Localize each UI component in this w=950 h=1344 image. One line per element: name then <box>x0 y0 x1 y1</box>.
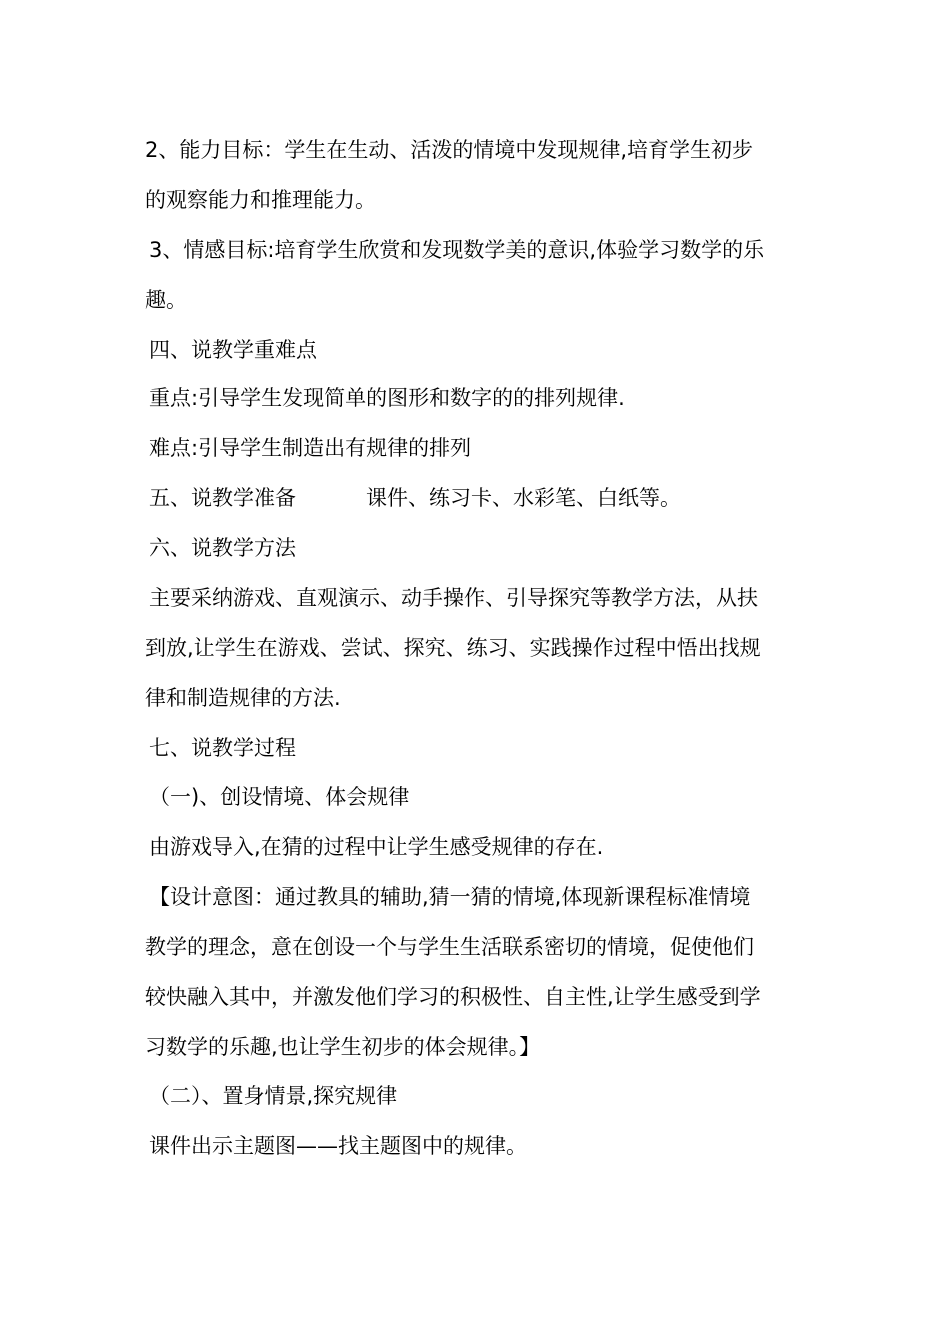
text-line: 重点:引导学生发现简单的图形和数字的的排列规律. <box>149 386 625 410</box>
text-line: 到放,让学生在游戏、尝试、探究、练习、实践操作过程中悟出找规 <box>145 636 761 660</box>
text-line: 较快融入其中，并激发他们学习的积极性、自主性,让学生感受到学 <box>145 985 761 1009</box>
text-line: 【设计意图：通过教具的辅助,猜一猜的情境,体现新课程标准情境 <box>149 885 751 909</box>
section-heading: 五、说教学准备 <box>149 486 296 510</box>
text-line: 习数学的乐趣,也让学生初步的体会规律。】 <box>145 1035 541 1059</box>
text-line: 的观察能力和推理能力。 <box>145 188 376 212</box>
text-line: 3、情感目标:培育学生欣赏和发现数学美的意识,体验学习数学的乐 <box>149 238 765 262</box>
text-line: 律和制造规律的方法. <box>145 686 341 710</box>
text-line: 教学的理念，意在创设一个与学生生活联系密切的情境，促使他们 <box>145 935 754 959</box>
subsection-heading: （一)、创设情境、体会规律 <box>149 785 410 809</box>
subsection-heading: （二）、置身情景,探究规律 <box>149 1084 398 1108</box>
text-line: 趣。 <box>145 288 187 312</box>
section-heading: 七、说教学过程 <box>149 736 296 760</box>
text-line: 2、能力目标：学生在生动、活泼的情境中发现规律,培育学生初步 <box>145 138 754 162</box>
text-line: 难点:引导学生制造出有规律的排列 <box>149 436 472 460</box>
text-line: 主要采纳游戏、直观演示、动手操作、引导探究等教学方法，从扶 <box>149 586 758 610</box>
materials-list: 课件、练习卡、水彩笔、白纸等。 <box>366 486 681 510</box>
section-heading-with-items <box>149 483 829 513</box>
text-line: 由游戏导入,在猜的过程中让学生感受规律的存在. <box>149 835 604 859</box>
section-heading: 六、说教学方法 <box>149 536 296 560</box>
section-heading: 四、说教学重难点 <box>149 338 317 362</box>
text-line: 课件出示主题图——找主题图中的规律。 <box>149 1134 527 1158</box>
